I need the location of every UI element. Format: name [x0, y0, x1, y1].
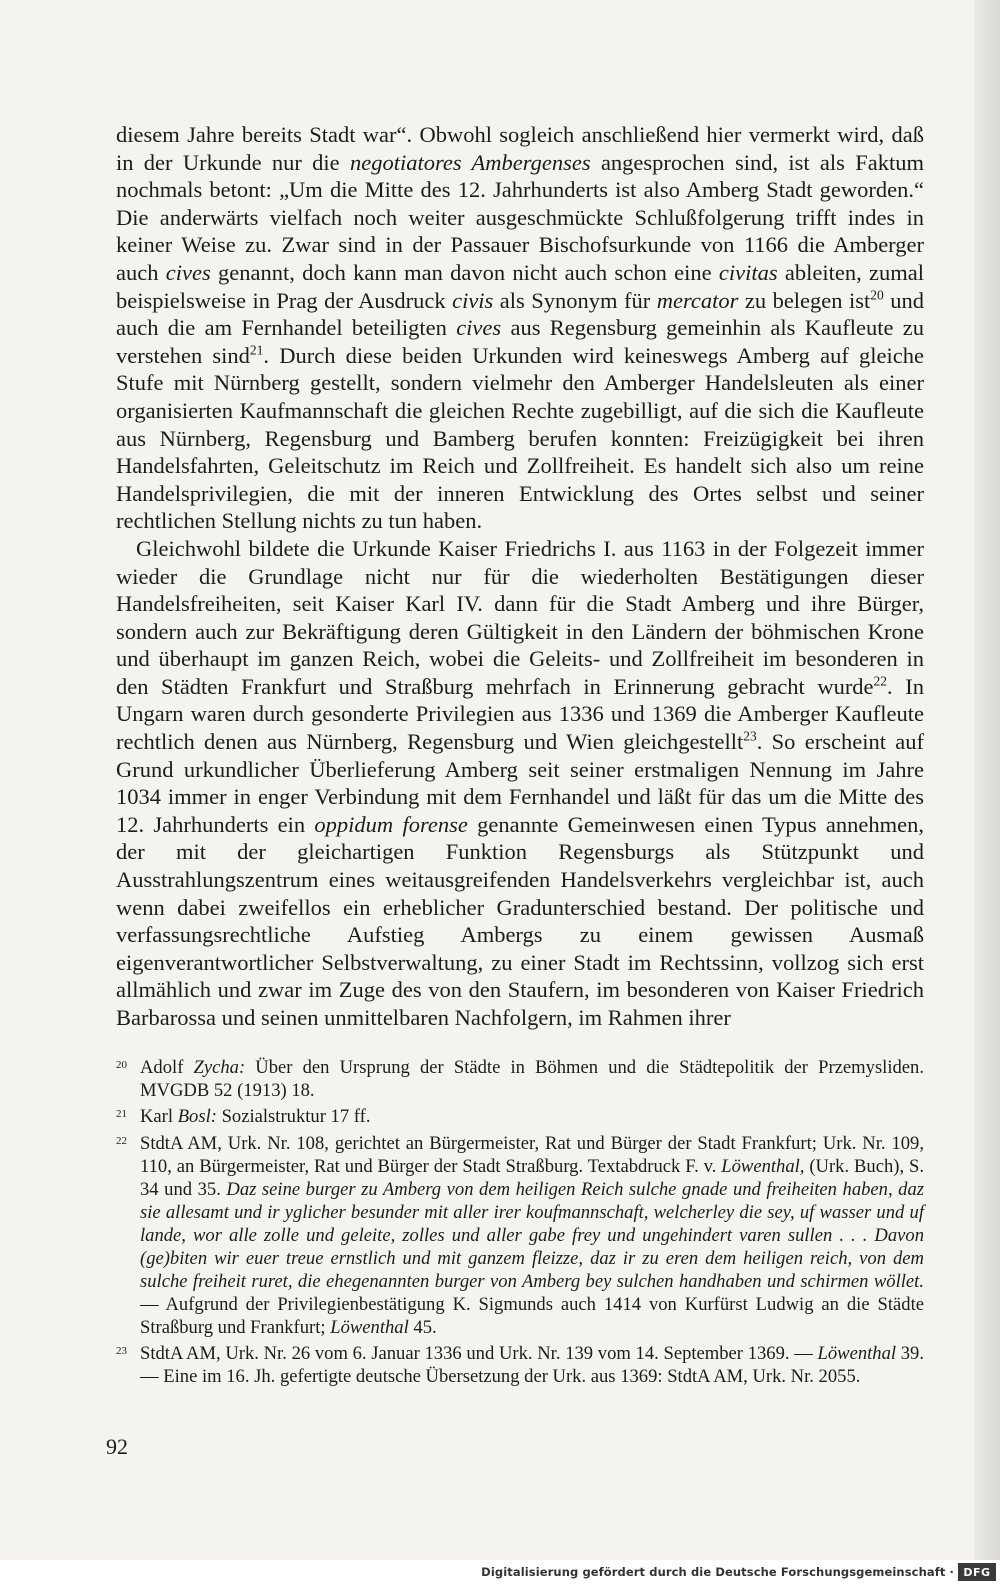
paragraph: [116, 535, 924, 1032]
italic-run: Löwenthal: [817, 1343, 897, 1365]
text-run: Gleichwohl bildete die Urkunde Kaiser Friedrichs I. aus 1163 in der Folgezeit immer wieder die Grundlage nicht nur für die wiederholten Bestätigungen dieser Handelsfreiheiten, seit Kaiser Karl IV. dann für die Stadt Amberg und ihre Bürger, sondern auch zur Bekräftigung deren Gültigkeit in den Ländern der böhmischen Krone und überhaupt im ganzen Reich, wobei die Geleits- und Zollfreiheit im besonderen in den Städten Frankfurt und Straßburg mehrfach in Erinnerung gebracht wurde: [116, 535, 924, 699]
text-run: . Durch diese beiden Urkunden wird keineswegs Amberg auf gleiche Stufe mit Nürnberg gestellt, sondern vielmehr den Amberger Handelsleuten als einer organisierten Kaufmannschaft die gleichen Rechte zugebilligt, auf die sich die Kaufleute aus Nürnberg, Regensburg und Bamberg berufen konnten: Freizügigkeit bei ihren Handelsfahrten, Geleitschutz im Reich und Zollfreiheit. Es handelt sich also um reine Handelsprivilegien, die mit der inneren Entwicklung des Ortes selbst und seiner rechtlichen Stellung nichts zu tun haben.: [116, 342, 924, 534]
text-run: Adolf: [140, 1056, 194, 1078]
text-run: . In Ungarn waren durch gesonderte Privilegien aus 1336 und 1369 die Amberger Kaufleute rechtlich denen aus Nürnberg, Regensburg und Wien gleichgestellt: [116, 673, 924, 755]
footnote-text: [140, 1133, 924, 1337]
italic-run: mercator: [656, 287, 739, 313]
footnote-text: [140, 1106, 371, 1127]
text-run: ableiten, zumal beispielsweise in Prag der Ausdruck: [116, 259, 924, 313]
text-run: genannt, doch kann man davon nicht auch schon eine: [210, 259, 719, 285]
text-block: [116, 121, 924, 1389]
italic-run: Löwenthal,: [721, 1156, 805, 1178]
text-run: zu belegen ist: [738, 287, 871, 313]
footnote-21: [116, 1106, 924, 1129]
text-run: 39. — Eine im 16. Jh. gefertigte deutsche Übersetzung der Urk. aus 1369: StdtA AM, Urk. Nr. 2055.: [140, 1343, 925, 1388]
footnote-20: [116, 1057, 924, 1103]
footnote-ref: 23: [743, 728, 757, 744]
text-run: diesem Jahre bereits Stadt war“. Obwohl sogleich anschließend hier vermerkt wird, daß in der Urkunde nur die: [116, 122, 924, 175]
footnote-number: 23: [116, 1345, 127, 1358]
text-run: — Aufgrund der Privilegienbestätigung K. Sigmunds auch 1414 von Kurfürst Ludwig an die Städte Straßburg und Frankfurt;: [140, 1293, 924, 1338]
text-run: als Synonym für: [493, 287, 657, 313]
footnote-ref: 22: [873, 673, 888, 689]
text-run: aus Regensburg gemeinhin als Kaufleute zu verstehen sind: [116, 315, 924, 368]
italic-run: civis: [452, 287, 494, 313]
footnote-text: [140, 1343, 924, 1387]
italic-run: civitas: [718, 259, 778, 285]
footnote-number: 21: [116, 1108, 127, 1121]
text-run: Über den Ursprung der Städte in Böhmen und die Städtepolitik der Przemysliden. MVGDB 52 (1913) 18.: [140, 1056, 925, 1101]
italic-run: Bosl:: [177, 1106, 217, 1128]
text-run: (Urk. Buch), S. 34 und 35.: [140, 1156, 924, 1201]
italic-run: oppidum forense: [314, 811, 468, 837]
text-run: Karl: [140, 1106, 178, 1128]
paragraph: [116, 121, 924, 535]
page-edge: [974, 0, 1000, 1560]
footnotes: [116, 1057, 924, 1390]
body-text: [116, 121, 924, 1032]
italic-run: cives: [165, 259, 211, 285]
italic-run: negotiatores Ambergenses: [349, 149, 591, 175]
footnote-22: [116, 1133, 924, 1339]
page-number: 92: [106, 1434, 128, 1459]
text-run: StdtA AM, Urk. Nr. 26 vom 6. Januar 1336 und Urk. Nr. 139 vom 14. September 1369. —: [140, 1343, 818, 1365]
dfg-logo: DFG: [958, 1563, 996, 1581]
footnote-number: 20: [116, 1058, 127, 1071]
text-run: genannte Gemeinwesen einen Typus annehmen, der mit der gleichartigen Funktion Regensburgs als Stützpunkt und Ausstrahlungszentrum eines weitausgreifenden Handelsverkehrs vergleichbar ist, auch wenn dabei zweifellos ein erheblicher Gradunterschied bestand. Der politische und verfassungsrechtliche Aufstieg Ambergs zu einem gewissen Ausmaß eigenverantwortlicher Selbstverwaltung, zu einer Stadt im Rechtssinn, vollzog sich erst allmählich und zwar im Zuge des von den Staufern, im besonderen von Kaiser Friedrich Barbarossa und seinen unmittelbaren Nachfolgern, im Rahmen ihrer: [116, 811, 924, 1030]
italic-run: cives: [456, 315, 502, 341]
text-run: angesprochen sind, ist als Faktum nochmals betont: „Um die Mitte des 12. Jahrhunderts ist also Amberg Stadt geworden.“ Die anderwärts vielfach noch weiter ausgeschmückte Schlußfolgerung trifft indes in keiner Weise zu. Zwar sind in der Passauer Bischofsurkunde von 1166 die Amberger auch: [116, 149, 924, 285]
footnote-ref: 20: [870, 287, 884, 303]
italic-run: Daz seine burger zu Amberg von dem heiligen Reich sulche gnade und freiheiten haben, daz sie allesamt und ir yglicher besunder mit aller irer koufmannschaft, welcherley die sey, uf wasser und uf lande, wor alle zolle und geleite, zolles und aller gabe frey und ungehindert varen sullen . . . Davon (ge)biten wir euer treue ernstlich und mit ganzem fleizze, daz ir zu eren dem heiligen reich, von dem sulche freiheit ruret, die ehegenannten burger von Amberg bey sulchen handhaben und schirmen wöllet.: [140, 1179, 925, 1292]
footnote-23: [116, 1343, 924, 1389]
text-run: 45.: [408, 1316, 437, 1338]
footnote-number: 22: [116, 1135, 127, 1148]
footnote-ref: 21: [249, 342, 264, 358]
italic-run: Löwenthal: [330, 1316, 409, 1338]
text-run: StdtA AM, Urk. Nr. 108, gerichtet an Bürgermeister, Rat und Bürger der Stadt Frankfurt; Urk. Nr. 109, 110, an Bürgermeister, Rat und Bürger der Stadt Straßburg. Textabdruck F. v.: [140, 1133, 924, 1178]
text-run: . So erscheint auf Grund urkundlicher Überlieferung Amberg seit seiner erstmaligen Nennung im Jahre 1034 immer in enger Verbindung mit dem Fernhandel und läßt für das um die Mitte des 12. Jahrhunderts ein: [116, 729, 924, 837]
text-run: und auch die am Fernhandel beteiligten: [116, 287, 924, 341]
footnote-text: [140, 1057, 924, 1101]
text-run: Sozialstruktur 17 ff.: [216, 1106, 371, 1128]
italic-run: Zycha:: [193, 1056, 246, 1078]
funding-credit: Digitalisierung gefördert durch die Deutsche Forschungsgemeinschaft ·: [481, 1565, 954, 1579]
